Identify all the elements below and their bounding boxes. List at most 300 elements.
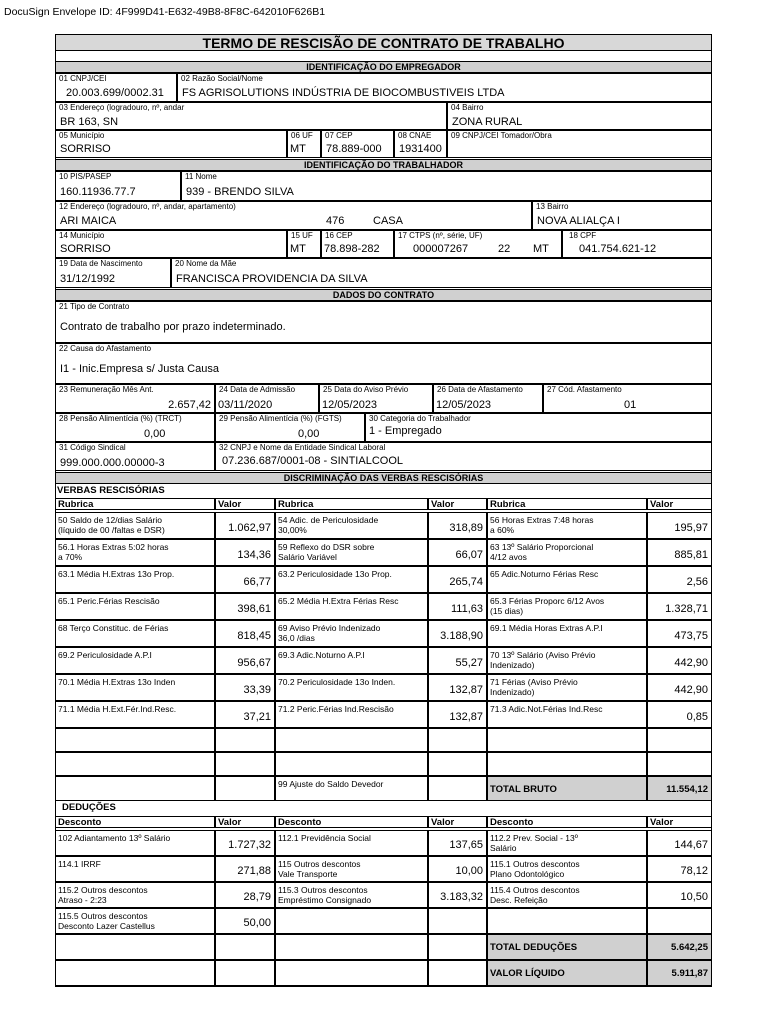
section-contract: DADOS DO CONTRATO — [55, 289, 712, 301]
verba-row-valor — [428, 512, 487, 539]
deducao-row-rubrica — [55, 882, 215, 908]
verba-empty-valor — [647, 752, 712, 776]
deducao-row-valor — [647, 908, 712, 934]
total-deducoes-value-cell — [647, 934, 712, 960]
field-cnpj-label: 01 CNPJ/CEI — [59, 74, 107, 83]
field-cpf-value: 041.754.621-12 — [579, 243, 657, 255]
deducao-valor-amount: 50,00 — [243, 917, 271, 929]
verba-header-rubrica-label: Rubrica — [490, 499, 526, 510]
verba-empty-rubrica — [55, 752, 215, 776]
deducao-rubrica-line1: 112.2 Prev. Social - 13º — [490, 833, 578, 843]
verba-empty-valor — [647, 728, 712, 752]
verba-header-rubrica-label: Rubrica — [58, 499, 94, 510]
deducao-row-valor — [428, 830, 487, 856]
verba-empty-rubrica — [275, 752, 428, 776]
deducao-row-rubrica — [487, 830, 647, 856]
deducao-rubrica-line2: Empréstimo Consignado — [278, 895, 372, 905]
field-pis — [55, 171, 181, 201]
field-nome — [181, 171, 712, 201]
field-data-nascimento-label: 19 Data de Nascimento — [59, 259, 143, 268]
field-data-admissao-value: 03/11/2020 — [218, 399, 273, 411]
verba-rubrica-line1: 65.1 Peric.Férias Rescisão — [58, 596, 160, 606]
field-ctps-number: 000007267 — [413, 243, 469, 255]
field-pensao-fgts-value: 0,00 — [298, 428, 320, 440]
verba-rubrica-line1: 68 Terço Constituc. de Férias — [58, 623, 169, 633]
deducao-header-rubrica — [55, 816, 215, 828]
field-cnpj-tomador-label: 09 CNPJ/CEI Tomador/Obra — [451, 131, 552, 140]
verba-header-rubrica — [55, 498, 215, 510]
deducao-row-rubrica — [487, 908, 647, 934]
verba-rubrica-line2: Indenizado) — [490, 660, 535, 670]
verba-row-rubrica — [487, 593, 647, 620]
verba-header-valor — [215, 498, 275, 510]
verba-rubrica-line1: 71.1 Média H.Ext.Fér.Ind.Resc. — [58, 704, 177, 714]
field-cep — [321, 130, 394, 158]
field-cnae — [394, 130, 447, 158]
verba-rubrica-line2: (líquido de 00 /faltas e DSR) — [58, 525, 165, 535]
deducao-row-valor — [428, 908, 487, 934]
field-endereco-trabalhador-street: ARI MAICA — [60, 215, 117, 227]
field-uf-trabalhador-label: 15 UF — [291, 231, 313, 240]
field-categoria-value: 1 - Empregado — [369, 425, 442, 437]
verba-rubrica-line1: 65.2 Média H.Extra Férias Resc — [278, 596, 399, 606]
field-bairro-value: ZONA RURAL — [452, 116, 523, 128]
verba-empty-valor — [215, 728, 275, 752]
verba-empty-rubrica — [275, 728, 428, 752]
deducao-row-valor — [215, 856, 275, 882]
deducao-empty-rubrica — [55, 934, 215, 960]
verba-row-valor — [428, 647, 487, 674]
deducao-empty-valor — [215, 934, 275, 960]
verba-rubrica-line1: 70.1 Média H.Extras 13o Inden — [58, 677, 176, 687]
verba-rubrica-line2: 30,00% — [278, 525, 307, 535]
verba-row-valor — [215, 512, 275, 539]
total-bruto-value: 11.554,12 — [666, 784, 708, 795]
field-remuneracao — [55, 384, 215, 413]
deducao-rubrica-line2: Vale Transporte — [278, 869, 338, 879]
deducao-rubrica-line1: 115.3 Outros descontos — [278, 885, 368, 895]
verba-rubrica-line2: Indenizado) — [490, 687, 535, 697]
verba-row-rubrica — [55, 512, 215, 539]
field-ctps-label: 17 CTPS (nº, série, UF) — [398, 231, 483, 240]
deducao-header-rubrica-label: Desconto — [278, 817, 322, 828]
verba-row-valor — [428, 701, 487, 728]
deducao-row-valor — [428, 882, 487, 908]
deducao-rubrica-line1: 115.4 Outros descontos — [490, 885, 580, 895]
verba-row-valor — [428, 593, 487, 620]
verba-valor-amount: 2,56 — [686, 576, 708, 588]
field-tipo-contrato — [55, 301, 712, 343]
verba-valor-amount: 111,63 — [450, 603, 483, 615]
verba-valor-amount: 956,67 — [237, 657, 271, 669]
field-bairro-trabalhador-value: NOVA ALIALÇA I — [537, 215, 620, 227]
field-data-afastamento-value: 12/05/2023 — [436, 399, 492, 411]
verba-valor-amount: 265,74 — [449, 576, 483, 588]
verba-valor-amount: 55,27 — [455, 657, 483, 669]
field-bairro — [447, 102, 712, 130]
verba-rubrica-line1: 70 13º Salário (Aviso Prévio — [490, 650, 596, 660]
verba-valor-amount: 66,07 — [455, 549, 483, 561]
section-discrimination: DISCRIMINAÇÃO DAS VERBAS RESCISÓRIAS — [55, 472, 712, 484]
deducao-header-rubrica-label: Desconto — [58, 817, 102, 828]
verba-empty-rubrica — [55, 776, 215, 801]
field-data-admissao-label: 24 Data de Admissão — [219, 385, 296, 394]
verba-row-valor — [428, 674, 487, 701]
field-categoria-label: 30 Categoria do Trabalhador — [369, 414, 471, 423]
verba-row-rubrica — [275, 512, 428, 539]
field-ctps-serie: 22 — [498, 243, 511, 255]
deducao-empty-valor — [215, 960, 275, 986]
ajuste-saldo-label: 99 Ajuste do Saldo Devedor — [278, 779, 384, 789]
verba-rubrica-line1: 70.2 Periculosidade 13o Inden. — [278, 677, 396, 687]
field-cep-trabalhador-value: 78.898-282 — [324, 243, 380, 255]
field-cep-value: 78.889-000 — [326, 143, 382, 155]
valor-liquido-value: 5.911,87 — [671, 968, 708, 979]
field-data-nascimento-value: 31/12/1992 — [60, 273, 116, 285]
verba-empty-valor — [215, 776, 275, 801]
verba-row-rubrica — [275, 593, 428, 620]
verba-header-valor-label: Valor — [650, 499, 674, 510]
total-bruto-value-cell — [647, 776, 712, 801]
field-data-aviso-value: 12/05/2023 — [322, 399, 378, 411]
verba-row-valor — [647, 539, 712, 566]
field-codigo-sindical — [55, 442, 215, 471]
field-municipio-trabalhador — [55, 230, 287, 258]
verba-valor-amount: 1.328,71 — [665, 603, 708, 615]
verba-row-rubrica — [487, 539, 647, 566]
verba-rubrica-line2: a 60% — [490, 525, 515, 535]
deducao-rubrica-line2: Desc. Refeição — [490, 895, 548, 905]
field-endereco-trabalhador — [55, 201, 532, 230]
field-endereco — [55, 102, 447, 130]
verba-row-valor — [215, 566, 275, 593]
verba-row-rubrica — [275, 566, 428, 593]
field-municipio-label: 05 Município — [59, 131, 105, 140]
verba-rubrica-line2: Salário Variável — [278, 552, 337, 562]
total-deducoes-label-cell — [487, 934, 647, 960]
verba-header-valor — [428, 498, 487, 510]
deducao-row-rubrica — [275, 908, 428, 934]
verba-valor-amount: 885,81 — [674, 549, 708, 561]
field-uf-trabalhador-value: MT — [290, 243, 306, 255]
section-employer: IDENTIFICAÇÃO DO EMPREGADOR — [55, 61, 712, 73]
field-endereco-trabalhador-label: 12 Endereço (logradouro, nº, andar, apartamento) — [59, 202, 236, 211]
deducao-header-valor — [428, 816, 487, 828]
verba-row-valor — [215, 593, 275, 620]
valor-liquido-value-cell — [647, 960, 712, 986]
deducao-row-rubrica — [55, 908, 215, 934]
field-entidade-sindical — [215, 442, 712, 471]
field-nome-value: 939 - BRENDO SILVA — [186, 186, 294, 198]
field-uf-label: 06 UF — [291, 131, 313, 140]
field-pis-value: 160.11936.77.7 — [60, 186, 136, 198]
field-razao-social-value: FS AGRISOLUTIONS INDÚSTRIA DE BIOCOMBUSTIVEIS LTDA — [182, 87, 505, 99]
verba-empty-rubrica — [55, 728, 215, 752]
field-endereco-label: 03 Endereço (logradouro, nº, andar — [59, 103, 185, 112]
field-endereco-value: BR 163, SN — [60, 116, 119, 128]
verba-header-valor-label: Valor — [431, 499, 455, 510]
total-deducoes-label: TOTAL DEDUÇÕES — [490, 942, 578, 953]
verba-row-rubrica — [55, 701, 215, 728]
deducao-row-valor — [647, 856, 712, 882]
field-uf-trabalhador — [287, 230, 321, 258]
verba-row-rubrica — [487, 620, 647, 647]
verba-rubrica-line1: 50 Saldo de 12/dias Salário — [58, 515, 162, 525]
deducoes-heading: DEDUÇÕES — [62, 802, 116, 813]
verba-valor-amount: 1.062,97 — [228, 522, 271, 534]
field-nome-label: 11 Nome — [185, 172, 217, 181]
field-ctps-uf: MT — [533, 243, 549, 255]
verba-rubrica-line2: 36,0 /dias — [278, 633, 315, 643]
deducao-header-valor-label: Valor — [218, 817, 242, 828]
field-cpf-label: 18 CPF — [569, 231, 597, 240]
deducao-valor-amount: 3.183,32 — [440, 891, 483, 903]
deducao-rubrica-line2: Desconto Lazer Castellus — [58, 921, 155, 931]
field-razao-social-label: 02 Razão Social/Nome — [181, 74, 263, 83]
field-uf-value: MT — [290, 143, 306, 155]
deducao-rubrica-line1: 112.1 Previdência Social — [278, 833, 371, 843]
field-pensao-trct-label: 28 Pensão Alimentícia (%) (TRCT) — [59, 414, 182, 423]
verba-valor-amount: 398,61 — [237, 603, 271, 615]
ajuste-saldo-valor — [428, 776, 487, 801]
field-municipio-trabalhador-label: 14 Município — [59, 231, 105, 240]
field-pis-label: 10 PIS/PASEP — [59, 172, 112, 181]
deducao-rubrica-line1: 115 Outros descontos — [278, 859, 361, 869]
verba-row-valor — [215, 701, 275, 728]
field-tipo-contrato-label: 21 Tipo de Contrato — [59, 302, 130, 311]
verba-row-rubrica — [55, 566, 215, 593]
verba-row-valor — [215, 539, 275, 566]
field-data-afastamento — [433, 384, 543, 413]
field-nome-mae — [171, 258, 712, 288]
verba-valor-amount: 132,87 — [449, 711, 483, 723]
verba-rubrica-line1: 63.1 Média H.Extras 13o Prop. — [58, 569, 175, 579]
verba-header-rubrica — [275, 498, 428, 510]
total-bruto-label-cell — [487, 776, 647, 801]
field-cnpj-value: 20.003.699/0002.31 — [66, 87, 164, 99]
deducao-rubrica-line1: 115.2 Outros descontos — [58, 885, 148, 895]
verba-valor-amount: 473,75 — [674, 630, 708, 642]
field-cod-afastamento-label: 27 Cód. Afastamento — [547, 385, 622, 394]
field-cep-label: 07 CEP — [325, 131, 353, 140]
field-razao-social — [177, 73, 712, 102]
deducao-empty-valor — [428, 934, 487, 960]
deducao-header-valor-label: Valor — [650, 817, 674, 828]
field-municipio-value: SORRISO — [60, 143, 111, 155]
verba-row-rubrica — [275, 620, 428, 647]
field-municipio — [55, 130, 287, 158]
verba-empty-rubrica — [487, 752, 647, 776]
field-nome-mae-label: 20 Nome da Mãe — [175, 259, 237, 268]
deducao-row-rubrica — [275, 856, 428, 882]
verba-rubrica-line1: 54 Adic. de Periculosidade — [278, 515, 379, 525]
verba-header-rubrica-label: Rubrica — [278, 499, 314, 510]
field-pensao-fgts-label: 29 Pensão Alimentícia (%) (FGTS) — [219, 414, 342, 423]
valor-liquido-label-cell — [487, 960, 647, 986]
verba-row-valor — [428, 539, 487, 566]
deducao-rubrica-line1: 102 Adiantamento 13º Salário — [58, 833, 171, 843]
verba-row-rubrica — [487, 512, 647, 539]
deducao-row-rubrica — [275, 830, 428, 856]
verba-rubrica-line1: 71.3 Adic.Not.Férias Ind.Resc — [490, 704, 603, 714]
field-cep-trabalhador-label: 16 CEP — [325, 231, 353, 240]
verba-valor-amount: 818,45 — [237, 630, 271, 642]
total-bruto-label: TOTAL BRUTO — [490, 784, 557, 795]
field-bairro-trabalhador-label: 13 Bairro — [536, 202, 569, 211]
verbas-heading: VERBAS RESCISÓRIAS — [57, 485, 165, 496]
verba-rubrica-line1: 56 Horas Extras 7:48 horas — [490, 515, 594, 525]
field-nome-mae-value: FRANCISCA PROVIDENCIA DA SILVA — [176, 273, 368, 285]
field-entidade-sindical-label: 32 CNPJ e Nome da Entidade Sindical Laboral — [219, 443, 386, 452]
deducao-header-valor-label: Valor — [431, 817, 455, 828]
deducao-row-rubrica — [275, 882, 428, 908]
field-cep-trabalhador — [321, 230, 394, 258]
verba-rubrica-line1: 71 Férias (Aviso Prévio — [490, 677, 578, 687]
ajuste-saldo-cell — [275, 776, 428, 801]
field-remuneracao-label: 23 Remuneração Mês Ant. — [59, 385, 154, 394]
verba-valor-amount: 3.188,90 — [440, 630, 483, 642]
deducao-header-rubrica — [275, 816, 428, 828]
deducao-valor-amount: 271,88 — [237, 865, 271, 877]
verba-valor-amount: 195,97 — [674, 522, 708, 534]
deducao-empty-rubrica — [275, 960, 428, 986]
field-entidade-sindical-value: 07.236.687/0001-08 - SINTIALCOOL — [222, 455, 403, 467]
verba-row-rubrica — [487, 647, 647, 674]
verba-row-rubrica — [55, 539, 215, 566]
field-data-nascimento — [55, 258, 171, 288]
deducao-rubrica-line1: 115.1 Outros descontos — [490, 859, 580, 869]
deducao-row-valor — [647, 882, 712, 908]
deducao-row-rubrica — [55, 830, 215, 856]
deducao-rubrica-line1: 115.5 Outros descontos — [58, 911, 148, 921]
verba-row-rubrica — [487, 674, 647, 701]
verba-row-valor — [215, 674, 275, 701]
verba-valor-amount: 132,87 — [449, 684, 483, 696]
deducao-valor-amount: 144,67 — [674, 839, 708, 851]
deducao-header-rubrica-label: Desconto — [490, 817, 534, 828]
valor-liquido-label: VALOR LÍQUIDO — [490, 968, 565, 979]
verba-row-rubrica — [275, 539, 428, 566]
verba-empty-valor — [215, 752, 275, 776]
deducao-valor-amount: 10,50 — [680, 891, 708, 903]
field-data-aviso — [319, 384, 433, 413]
field-categoria — [365, 413, 712, 442]
deducao-valor-amount: 1.727,32 — [228, 839, 271, 851]
verba-row-valor — [647, 593, 712, 620]
field-codigo-sindical-label: 31 Código Sindical — [59, 443, 126, 452]
verba-row-valor — [647, 647, 712, 674]
deducao-empty-valor — [428, 960, 487, 986]
verba-rubrica-line1: 63.2 Periculosidade 13o Prop. — [278, 569, 392, 579]
verba-header-valor — [647, 498, 712, 510]
verba-rubrica-line1: 56.1 Horas Extras 5:02 horas — [58, 542, 169, 552]
deducao-rubrica-line2: Plano Odontológico — [490, 869, 565, 879]
verba-valor-amount: 33,39 — [243, 684, 271, 696]
deducao-rubrica-line2: Salário — [490, 843, 517, 853]
verba-rubrica-line1: 69.3 Adic.Noturno A.P.I — [278, 650, 365, 660]
field-ctps — [394, 230, 562, 258]
field-uf — [287, 130, 321, 158]
field-cod-afastamento-value: 01 — [624, 399, 637, 411]
field-tipo-contrato-value: Contrato de trabalho por prazo indeterminado. — [60, 321, 286, 333]
deducao-row-valor — [215, 882, 275, 908]
deducao-rubrica-line2: Atraso - 2:23 — [58, 895, 107, 905]
verba-row-valor — [215, 647, 275, 674]
field-causa-afastamento — [55, 343, 712, 384]
field-cnpj — [55, 73, 177, 102]
field-pensao-trct-value: 0,00 — [144, 428, 166, 440]
verba-row-valor — [428, 620, 487, 647]
field-codigo-sindical-value: 999.000.000.00000-3 — [60, 457, 165, 469]
verba-empty-rubrica — [487, 728, 647, 752]
verba-empty-valor — [428, 728, 487, 752]
verba-row-valor — [647, 701, 712, 728]
verba-rubrica-line1: 65 Adic.Noturno Férias Resc — [490, 569, 599, 579]
field-cnpj-tomador — [447, 130, 712, 158]
verba-header-valor-label: Valor — [218, 499, 242, 510]
deducao-row-rubrica — [55, 856, 215, 882]
deducao-empty-rubrica — [275, 934, 428, 960]
field-municipio-trabalhador-value: SORRISO — [60, 243, 111, 255]
field-remuneracao-value: 2.657,42 — [168, 399, 211, 411]
deducao-row-rubrica — [487, 856, 647, 882]
field-pensao-trct — [55, 413, 215, 442]
deducao-row-valor — [215, 908, 275, 934]
verba-valor-amount: 0,85 — [686, 711, 708, 723]
section-worker: IDENTIFICAÇÃO DO TRABALHADOR — [55, 159, 712, 171]
total-deducoes-value: 5.642,25 — [671, 942, 708, 953]
field-data-afastamento-label: 26 Data de Afastamento — [437, 385, 523, 394]
verba-rubrica-line2: a 70% — [58, 552, 83, 562]
verba-rubrica-line1: 63 13º Salário Proporcional — [490, 542, 594, 552]
verba-rubrica-line2: 4/12 avos — [490, 552, 527, 562]
field-data-admissao — [215, 384, 319, 413]
verba-valor-amount: 442,90 — [674, 684, 708, 696]
field-endereco-trabalhador-number: 476 — [326, 215, 345, 227]
verba-empty-valor — [428, 752, 487, 776]
field-cnae-value: 1931400 — [399, 143, 442, 155]
deducao-valor-amount: 78,12 — [680, 865, 708, 877]
deducao-valor-amount: 28,79 — [243, 891, 271, 903]
deducao-rubrica-line1: 114.1 IRRF — [58, 859, 101, 869]
field-bairro-label: 04 Bairro — [451, 103, 484, 112]
verba-rubrica-line1: 65.3 Férias Proporc 6/12 Avos — [490, 596, 605, 606]
verba-rubrica-line1: 69.2 Periculosidade A.P.I — [58, 650, 152, 660]
field-pensao-fgts — [215, 413, 365, 442]
deducao-header-valor — [647, 816, 712, 828]
field-bairro-trabalhador — [532, 201, 712, 230]
field-cpf — [562, 230, 712, 258]
field-endereco-trabalhador-complement: CASA — [373, 215, 403, 227]
verba-rubrica-line1: 71.2 Peric.Férias Ind.Rescisão — [278, 704, 394, 714]
verba-row-rubrica — [275, 701, 428, 728]
verba-rubrica-line1: 69.1 Média Horas Extras A.P.I — [490, 623, 603, 633]
verba-row-valor — [647, 566, 712, 593]
verba-rubrica-line2: (15 dias) — [490, 606, 524, 616]
field-causa-afastamento-value: I1 - Inic.Empresa s/ Justa Causa — [60, 363, 219, 375]
deducao-row-valor — [215, 830, 275, 856]
verba-valor-amount: 442,90 — [674, 657, 708, 669]
verba-valor-amount: 37,21 — [243, 711, 271, 723]
document-title: TERMO DE RESCISÃO DE CONTRATO DE TRABALHO — [55, 34, 712, 51]
verba-row-valor — [647, 674, 712, 701]
deducao-row-rubrica — [487, 882, 647, 908]
deducao-row-valor — [428, 856, 487, 882]
verba-row-valor — [428, 566, 487, 593]
verba-row-valor — [647, 620, 712, 647]
verba-header-rubrica — [487, 498, 647, 510]
verba-valor-amount: 318,89 — [449, 522, 483, 534]
